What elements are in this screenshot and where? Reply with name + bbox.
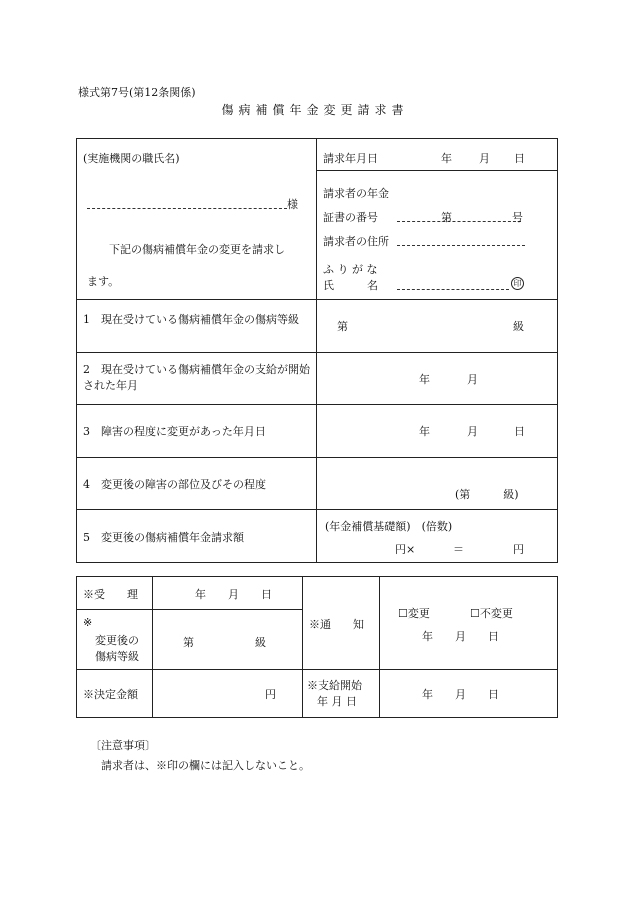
request-date-month[interactable]: 月 <box>479 152 490 165</box>
request-body-line2: ます。 <box>87 275 120 288</box>
item-3-value-cell[interactable] <box>317 405 558 458</box>
furigana-label: ふ り が な <box>323 263 378 276</box>
item-1-kyu: 級 <box>513 320 524 333</box>
divider <box>317 170 557 171</box>
item-3-label: 3 障害の程度に変更があった年月日 <box>83 425 266 438</box>
start-label-2: 年 月 日 <box>317 695 357 708</box>
address-label: 請求者の住所 <box>323 235 389 248</box>
item-4-value-cell[interactable] <box>317 458 558 510</box>
notify-value-cell[interactable] <box>380 577 558 670</box>
item-4-grade: (第 級) <box>455 488 519 501</box>
grade-dai: 第 <box>183 636 194 649</box>
start-label-cell <box>303 670 380 718</box>
address-field[interactable] <box>397 245 525 246</box>
cert-label-1: 請求者の年金 <box>323 187 389 200</box>
item-2-value-cell[interactable] <box>317 353 558 405</box>
request-date-year[interactable]: 年 <box>441 152 452 165</box>
cert-label-2: 証書の番号 <box>323 211 378 224</box>
received-label-cell <box>77 577 153 610</box>
start-date: 年 月 日 <box>422 688 499 701</box>
form-reference: 様式第7号(第12条関係) <box>78 86 196 99</box>
grade-kyu: 級 <box>255 636 266 649</box>
item-1-dai: 第 <box>337 320 348 333</box>
notify-label-cell <box>303 577 380 670</box>
unchanged-checkbox[interactable]: ☐不変更 <box>470 607 513 620</box>
amount-value-cell[interactable] <box>153 670 303 718</box>
item-5-yen: 円 <box>513 543 524 556</box>
claimant-cell <box>317 139 558 300</box>
grade-label-cell <box>77 610 153 670</box>
cert-number-field[interactable] <box>397 221 521 222</box>
office-use-table <box>76 576 558 718</box>
amount-yen: 円 <box>265 688 276 701</box>
notify-date: 年 月 日 <box>422 630 499 643</box>
start-label-1: ※支給開始 <box>307 679 362 692</box>
grade-mark: ※ <box>83 616 93 629</box>
amount-label-cell <box>77 670 153 718</box>
changed-checkbox[interactable]: ☐変更 <box>398 607 430 620</box>
grade-value-cell[interactable] <box>153 610 303 670</box>
notes-heading: 〔注意事項〕 <box>90 739 156 752</box>
item-5-formula-head: (年金補償基礎額) (倍数) <box>325 520 453 533</box>
name-field[interactable] <box>397 289 509 290</box>
request-date-day[interactable]: 日 <box>514 152 525 165</box>
document-title: 傷病補償年金変更請求書 <box>221 103 409 117</box>
honorific: 様 <box>287 198 298 211</box>
notes-text: 請求者は、※印の欄には記入しないこと。 <box>101 759 310 772</box>
cert-go: 号 <box>512 211 523 224</box>
item-3-day: 日 <box>514 425 525 438</box>
item-3-label-cell <box>77 405 317 458</box>
item-2-month: 月 <box>467 373 478 386</box>
recipient-cell <box>77 139 317 300</box>
item-3-year: 年 <box>419 425 430 438</box>
grade-label-2: 傷病等級 <box>95 650 139 663</box>
item-5-equals: ＝ <box>453 543 464 556</box>
seal-mark: 印 <box>511 277 524 290</box>
item-5-yen-times: 円× <box>395 543 416 556</box>
item-1-label-cell <box>77 300 317 353</box>
request-date-label: 請求年月日 <box>323 152 378 165</box>
cert-dai: 第 <box>441 211 452 224</box>
item-2-label: 2 現在受けている傷病補償年金の支給が開始された年月 <box>83 363 310 392</box>
received-date-cell[interactable] <box>153 577 303 610</box>
grade-label-1: 変更後の <box>95 634 139 647</box>
request-table <box>76 138 558 563</box>
notify-label: ※通 知 <box>309 618 364 631</box>
request-body-line1: 下記の傷病補償年金の変更を請求し <box>109 243 285 256</box>
item-5-label: 5 変更後の傷病補償年金請求額 <box>83 531 244 544</box>
item-3-month: 月 <box>467 425 478 438</box>
item-1-value-cell[interactable] <box>317 300 558 353</box>
item-4-label-cell <box>77 458 317 510</box>
received-label: ※受 理 <box>83 588 138 601</box>
item-1-label: 1 現在受けている傷病補償年金の傷病等級 <box>83 313 299 326</box>
start-date-cell[interactable] <box>380 670 558 718</box>
received-date: 年 月 日 <box>195 588 272 601</box>
item-2-label-cell <box>77 353 317 405</box>
recipient-name-field[interactable] <box>87 208 287 209</box>
item-5-label-cell <box>77 510 317 563</box>
amount-label: ※決定金額 <box>83 688 138 701</box>
item-4-label: 4 変更後の障害の部位及びその程度 <box>83 478 266 491</box>
recipient-label: (実施機関の職氏名) <box>83 152 180 165</box>
item-2-year: 年 <box>419 373 430 386</box>
item-5-value-cell[interactable] <box>317 510 558 563</box>
name-label: 氏 名 <box>323 279 378 292</box>
